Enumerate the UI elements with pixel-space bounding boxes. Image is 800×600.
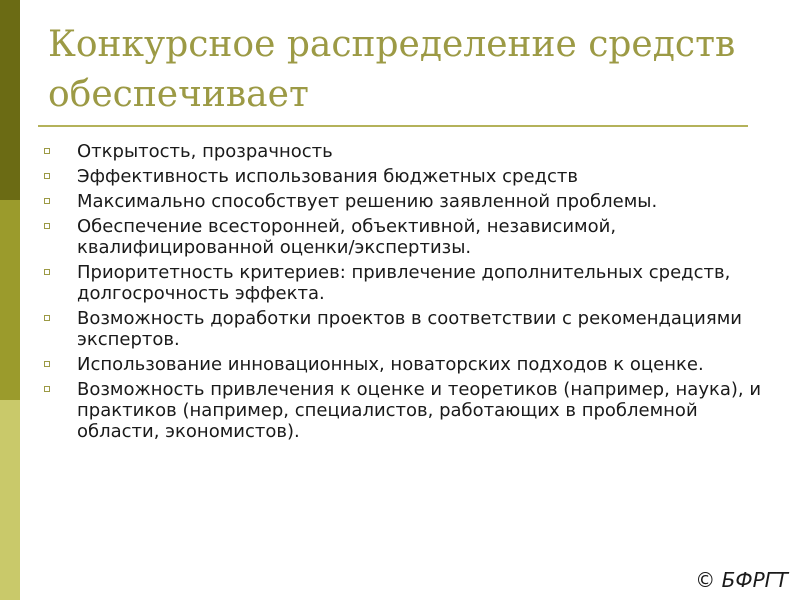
bullet-text: Обеспечение всесторонней, объективной, независимой, квалифицированной оценки/экспертизы. <box>77 216 617 258</box>
copyright-footer: © БФРГТ <box>695 568 788 592</box>
bullet-item <box>44 216 764 258</box>
square-bullet-icon <box>44 148 50 154</box>
square-bullet-icon <box>44 173 50 179</box>
square-bullet-icon <box>44 198 50 204</box>
square-bullet-icon <box>44 269 50 275</box>
square-bullet-icon <box>44 361 50 367</box>
bullet-text: Использование инновационных, новаторских подходов к оценке. <box>77 354 704 375</box>
bullet-item <box>44 354 764 375</box>
bullet-item <box>44 191 764 212</box>
bullet-item <box>44 379 764 442</box>
bullet-text: Возможность привлечения к оценке и теоретиков (например, наука), и практиков (например, специалистов, работающих в проблемной области, экономистов). <box>77 379 762 442</box>
bullet-list <box>44 141 764 446</box>
square-bullet-icon <box>44 386 50 392</box>
square-bullet-icon <box>44 315 50 321</box>
sidebar-stripe-middle <box>0 200 20 400</box>
sidebar-stripe-top <box>0 0 20 200</box>
bullet-text: Возможность доработки проектов в соответствии с рекомендациями экспертов. <box>77 308 742 350</box>
bullet-item <box>44 308 764 350</box>
bullet-text: Эффективность использования бюджетных средств <box>77 166 578 187</box>
slide-title: Конкурсное распределение средств обеспечивает <box>48 24 736 115</box>
sidebar-stripe-bottom <box>0 400 20 600</box>
bullet-item <box>44 166 764 187</box>
bullet-text: Открытость, прозрачность <box>77 141 333 162</box>
title-divider <box>38 125 748 127</box>
square-bullet-icon <box>44 223 50 229</box>
bullet-text: Приоритетность критериев: привлечение дополнительных средств, долгосрочность эффекта. <box>77 262 731 304</box>
bullet-item <box>44 141 764 162</box>
bullet-item <box>44 262 764 304</box>
bullet-text: Максимально способствует решению заявленной проблемы. <box>77 191 658 212</box>
